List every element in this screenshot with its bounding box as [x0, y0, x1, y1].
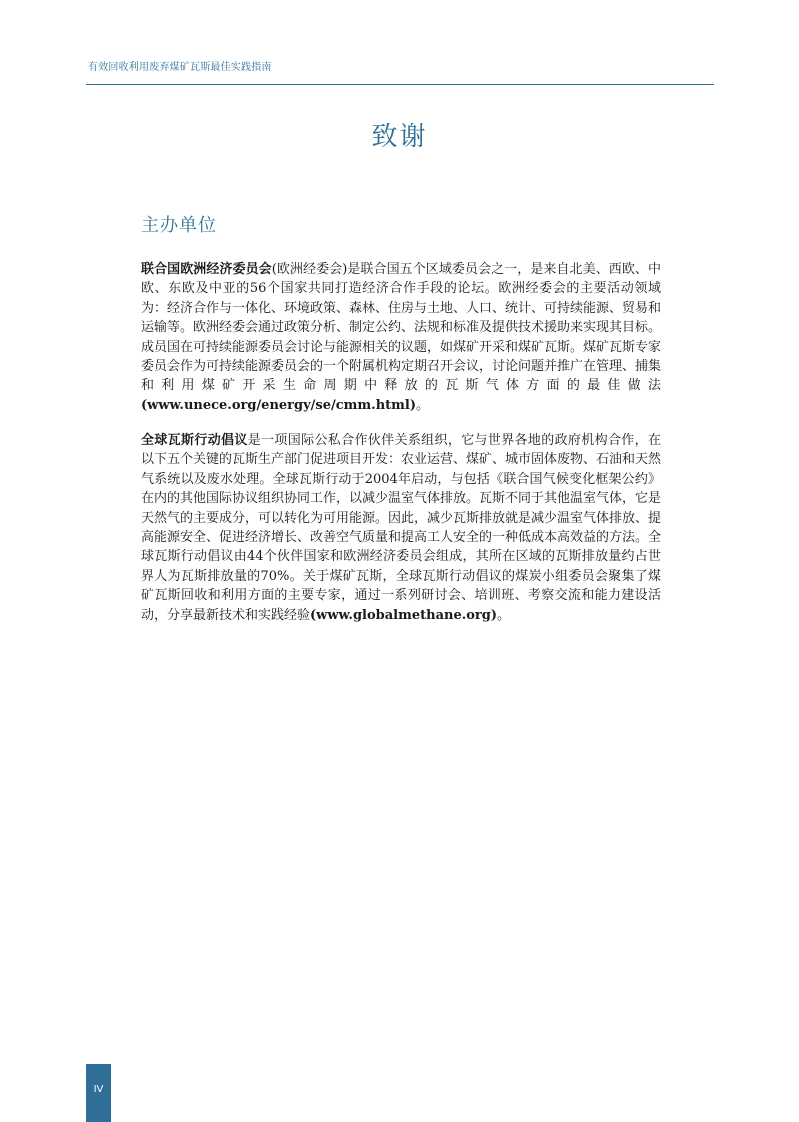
page-number: IV [93, 1084, 104, 1095]
section-heading: 主办单位 [141, 215, 217, 236]
running-header: 有效回收利用废弃煤矿瓦斯最佳实践指南 [88, 62, 272, 73]
paragraph-end: 。 [416, 397, 430, 413]
paragraph-url: (www.unece.org/energy/se/cmm.html) [141, 397, 417, 413]
paragraph-text: (欧洲经委会)是联合国五个区域委员会之一，是来自北美、西欧、中欧、东欧及中亚的56个国家共同打造经济合作手段的论坛。欧洲经委会的主要活动领域为：经济合作与一体化、环境政策、森林、住房与土地、人口、统计、可持续能源、贸易和运输等。欧洲经委会通过政策分析、制定公约、法规和标准及提供技术援助来实现其目标。成员国在可持续能源委员会讨论与能源相关的议题，如煤矿开采和煤矿瓦斯。煤矿瓦斯专家委员会作为可持续能源委员会的一个附属机构定期召开会议，讨论问题并推广在管理、捕集和利用煤矿开采生命周期中释放的瓦斯气体方面的最佳做法 [141, 262, 662, 394]
header-divider [86, 84, 714, 85]
page-title: 致谢 [371, 122, 428, 152]
paragraph-text: 是一项国际公私合作伙伴关系组织，它与世界各地的政府机构合作，在以下五个关键的瓦斯生产部门促进项目开发：农业运营、煤矿、城市固体废物、石油和天然气系统以及废水处理。全球瓦斯行动于2004年启动，与包括《联合国气候变化框架公约》在内的其他国际协议组织协同工作，以减少温室气体排放。瓦斯不同于其他温室气体，它是天然气的主要成分，可以转化为可用能源。因此，减少瓦斯排放就是减少温室气体排放、提高能源安全、促进经济增长、改善空气质量和提高工人安全的一种低成本高效益的方法。全球瓦斯行动倡议由44个伙伴国家和欧洲经济委员会组成，其所在区域的瓦斯排放量约占世界人为瓦斯排放量的70%。关于煤矿瓦斯，全球瓦斯行动倡议的煤炭小组委员会聚集了煤矿瓦斯回收和利用方面的主要专家，通过一系列研讨会、培训班、考察交流和能力建设活动，分享最新技术和实践经验 [141, 433, 662, 623]
paragraph-gmi [141, 431, 661, 625]
paragraph-lead: 联合国欧洲经济委员会 [141, 262, 272, 277]
paragraph-end: 。 [497, 607, 511, 623]
paragraph-lead: 全球瓦斯行动倡议 [141, 433, 248, 448]
paragraph-url: (www.globalmethane.org) [310, 607, 498, 623]
paragraph-unece [141, 260, 661, 415]
